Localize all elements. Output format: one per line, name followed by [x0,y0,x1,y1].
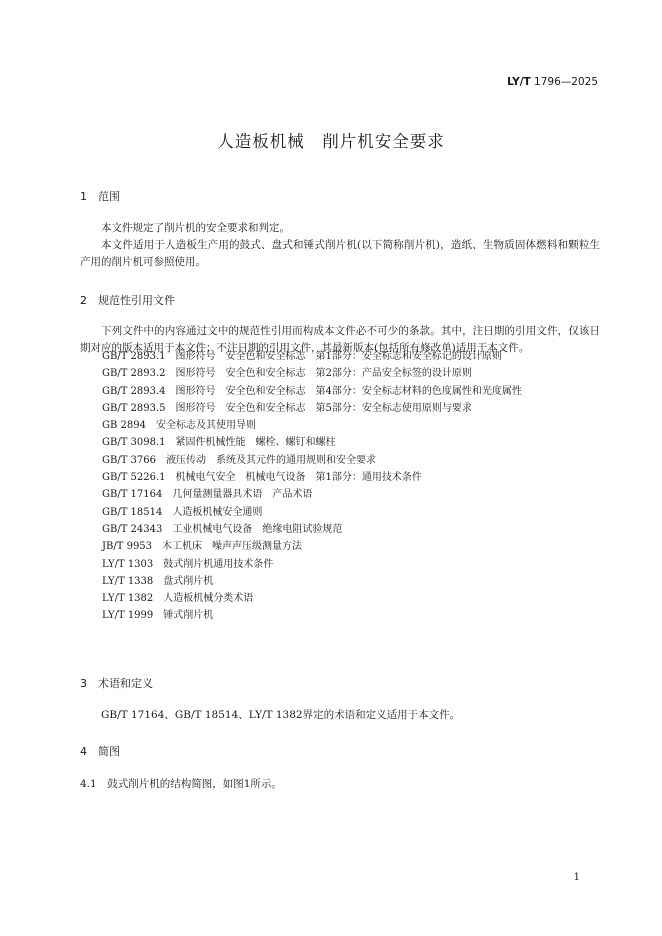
document-title: 人造板机械 削片机安全要求 [217,132,445,151]
references-intro: 下列文件中的内容通过文中的规范性引用而构成本文件必不可少的条款。其中，注日期的引用文件，仅该日期对应的版本适用于本文件；不注日期的引用文件，其最新版本(包括所有修改单)适用于本文件。 [80,325,600,354]
reference-item: GB/T 2893.1 图形符号 安全色和安全标志 第1部分：安全标志和安全标记的设计原则 [102,351,502,362]
page-number: 1 [573,872,580,883]
reference-item: GB/T 3766 液压传动 系统及其元件的通用规则和安全要求 [102,454,377,466]
reference-item: GB/T 18514 人造板机械安全通则 [102,506,263,518]
reference-item: LY/T 1338 盘式削片机 [102,575,214,587]
section-heading-terms: 3 术语和定义 [80,677,153,690]
reference-item: GB/T 17164 几何量测量器具术语 产品术语 [102,489,313,501]
clause-4-1: 4.1 鼓式削片机的结构简图，如图1所示。 [80,778,282,790]
document-code: LY/T 1796—2025 [507,76,598,88]
scope-paragraph-1: 本文件规定了削片机的安全要求和判定。 [101,222,290,234]
reference-item: GB 2894 安全标志及其使用导则 [102,420,256,432]
reference-item: GB/T 2893.4 图形符号 安全色和安全标志 第4部分：安全标志材料的色度属性和光度属性 [102,385,522,397]
terms-paragraph: GB/T 17164、GB/T 18514、LY/T 1382界定的术语和定义适用于本文件。 [101,709,461,721]
reference-item: JB/T 9953 木工机床 噪声声压级测量方法 [102,541,303,553]
reference-list [102,348,522,625]
reference-item: GB/T 3098.1 紧固件机械性能 螺栓、螺钉和螺柱 [102,437,336,449]
reference-item: GB/T 24343 工业机械电气设备 绝缘电阻试验规范 [102,523,343,535]
reference-item: LY/T 1382 人造板机械分类术语 [102,593,254,605]
section-heading-scope: 1 范围 [80,190,120,203]
reference-item: LY/T 1303 鼓式削片机通用技术条件 [102,558,274,570]
reference-item: GB/T 2893.5 图形符号 安全色和安全标志 第5部分：安全标志使用原则与要求 [102,402,472,414]
reference-item: LY/T 1999 锤式削片机 [102,610,214,622]
reference-item: GB/T 2893.2 图形符号 安全色和安全标志 第2部分：产品安全标签的设计原则 [102,368,472,380]
section-heading-diagram: 4 简图 [80,745,120,758]
reference-item: GB/T 5226.1 机械电气安全 机械电气设备 第1部分：通用技术条件 [102,472,422,484]
section-heading-normative-references: 2 规范性引用文件 [80,294,175,307]
scope-paragraph-2: 本文件适用于人造板生产用的鼓式、盘式和锤式削片机(以下简称削片机)，造纸、生物质固体燃料和颗粒生产用的削片机可参照使用。 [80,239,600,268]
